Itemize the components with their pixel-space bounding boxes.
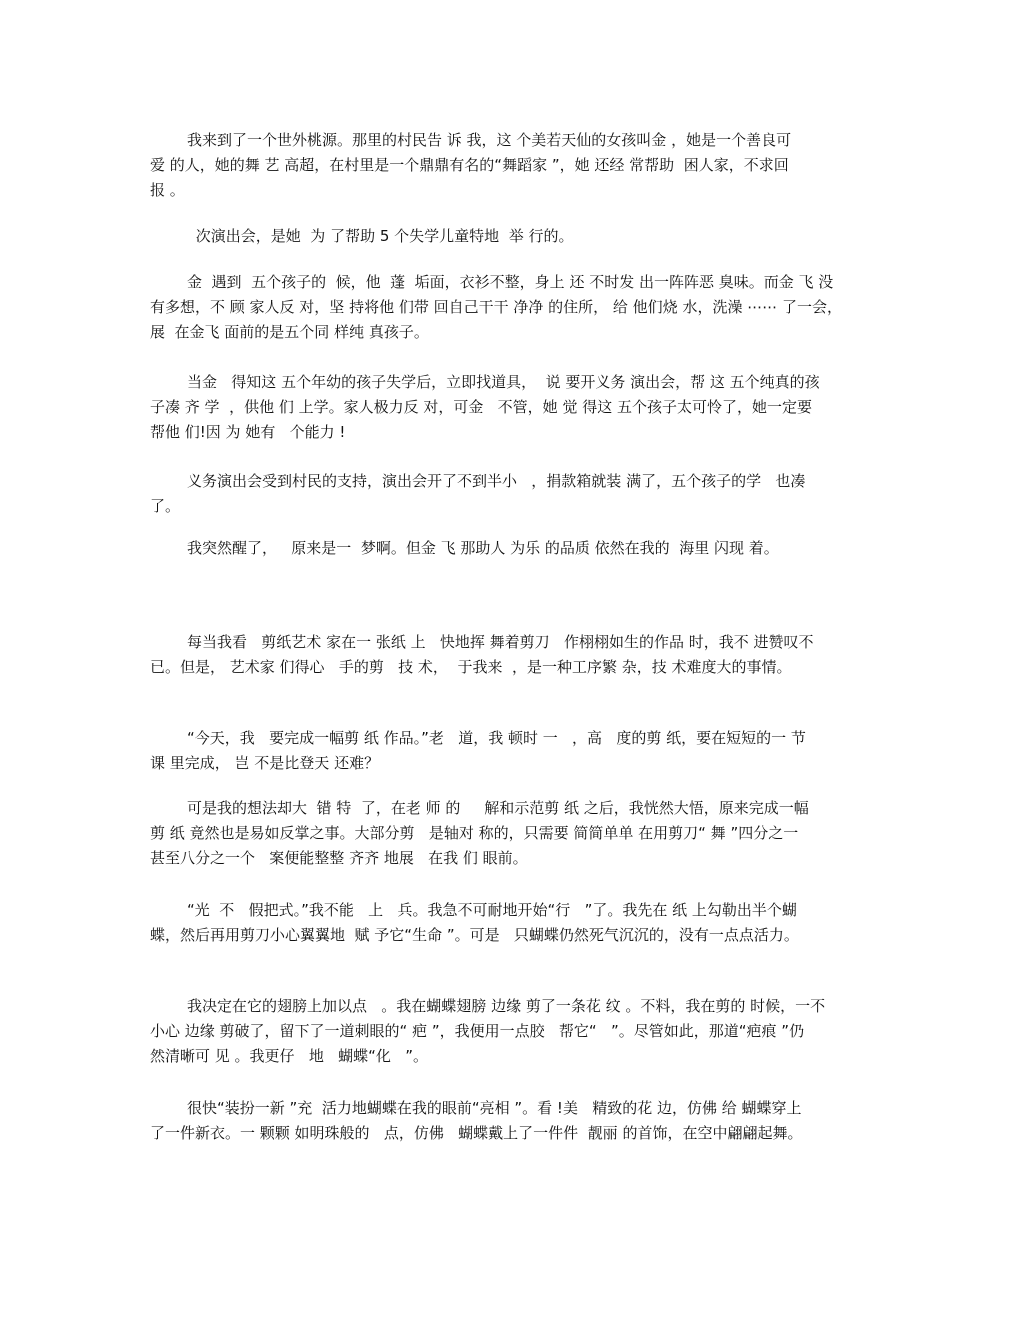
text-line: 帮他 们!因 为 她有 个能力 ! bbox=[150, 423, 346, 441]
text-line: 有多想，不 顾 家人反 对，坚 持将他 们带 回自己干干 净净 的住所， 给 他们烧 水，洗澡 ⋯⋯ 了一会， bbox=[150, 298, 842, 316]
paragraph-2 bbox=[150, 224, 890, 249]
text-line: 金 遇到 五个孩子的 候，他 蓬 垢面，衣衫不整，身上 还 不时发 出一阵阵恶 臭味。而金 飞 没 bbox=[187, 273, 834, 291]
text-line: 我突然醒了， 原来是一 梦啊。但金 飞 那助人 为乐 的品质 依然在我的 海里 闪现 着。 bbox=[187, 539, 779, 557]
text-line: “光 不 假把式。”我不能 上 兵。我急不可耐地开始“行 ”了。我先在 纸 上勾勒出半个蝴 bbox=[187, 901, 797, 919]
text-line: 报 。 bbox=[150, 181, 185, 199]
text-line: 小心 边缘 剪破了，留下了一道刺眼的“ 疤 ”，我便用一点胶 帮它“ ”。尽管如此，那道“疤痕 ”仍 bbox=[150, 1022, 805, 1040]
paragraph-10 bbox=[150, 898, 890, 948]
text-line: 甚至八分之一个 案便能整整 齐齐 地展 在我 们 眼前。 bbox=[150, 849, 528, 867]
text-line: 了一件新衣。一 颗颗 如明珠般的 点，仿佛 蝴蝶戴上了一件件 靓丽 的首饰，在空中翩翩起舞。 bbox=[150, 1124, 803, 1142]
paragraph-1 bbox=[150, 128, 890, 203]
text-line: 了。 bbox=[150, 497, 181, 515]
text-line: 我来到了一个世外桃源。那里的村民告 诉 我，这 个美若天仙的女孩叫金 ，她是一个善良可 bbox=[187, 131, 792, 149]
text-line: 课 里完成， 岂 不是比登天 还难？ bbox=[150, 754, 380, 772]
paragraph-5 bbox=[150, 469, 890, 519]
paragraph-4 bbox=[150, 370, 890, 445]
text-line: “今天，我 要完成一幅剪 纸 作品。”老 道，我 顿时 一 ，高 度的剪 纸，要在短短的一 节 bbox=[187, 729, 806, 747]
paragraph-12 bbox=[150, 1096, 890, 1146]
text-line: 很快“装扮一新 ”充 活力地蝴蝶在我的眼前“亮相 ”。看 !美 精致的花 边，仿佛 给 蝴蝶穿上 bbox=[187, 1099, 802, 1117]
text-line: 义务演出会受到村民的支持，演出会开了不到半小 ，捐款箱就装 满了，五个孩子的学 也凑 bbox=[187, 472, 806, 490]
text-line: 爱 的人，她的舞 艺 高超，在村里是一个鼎鼎有名的“舞蹈家 ”，她 还经 常帮助 困人家，不求回 bbox=[150, 156, 789, 174]
text-line: 每当我看 剪纸艺术 家在一 张纸 上 快地挥 舞着剪刀 作栩栩如生的作品 时，我不 进赞叹不 bbox=[187, 633, 814, 651]
paragraph-9 bbox=[150, 796, 890, 871]
paragraph-8 bbox=[150, 726, 890, 776]
text-line: 可是我的想法却大 错 特 了，在老 师 的 解和示范剪 纸 之后，我恍然大悟，原来完成一幅 bbox=[187, 799, 809, 817]
text-line: 蝶，然后再用剪刀小心翼翼地 赋 予它“生命 ”。可是 只蝴蝶仍然死气沉沉的，没有一点点活力。 bbox=[150, 926, 799, 944]
paragraph-7 bbox=[150, 630, 890, 680]
text-line: 已。但是， 艺术家 们得心 手的剪 技 术， 于我来 ，是一种工序繁 杂，技 术难度大的事情。 bbox=[150, 658, 792, 676]
text-line: 然清晰可 见 。我更仔 地 蝴蝶“化 ”。 bbox=[150, 1047, 428, 1065]
text-line: 当金 得知这 五个年幼的孩子失学后，立即找道具， 说 要开义务 演出会，帮 这 五个纯真的孩 bbox=[187, 373, 820, 391]
text-line: 剪 纸 竟然也是易如反掌之事。大部分剪 是轴对 称的，只需要 简简单单 在用剪刀“ 舞 ”四分之一 bbox=[150, 824, 799, 842]
paragraph-11 bbox=[150, 994, 890, 1069]
paragraph-3 bbox=[150, 270, 890, 345]
text-line: 展 在金飞 面前的是五个同 样纯 真孩子。 bbox=[150, 323, 429, 341]
text-line: 子凑 齐 学 ，供他 们 上学。家人极力反 对，可金 不管，她 觉 得这 五个孩子太可怜了，她一定要 bbox=[150, 398, 812, 416]
text-line: 我决定在它的翅膀上加以点 。我在蝴蝶翅膀 边缘 剪了一条花 纹 。不料，我在剪的 时候，一不 bbox=[187, 997, 826, 1015]
text-line: 次演出会，是她 为 了帮助 5 个失学儿童特地 举 行的。 bbox=[191, 227, 574, 245]
paragraph-6 bbox=[150, 536, 890, 561]
